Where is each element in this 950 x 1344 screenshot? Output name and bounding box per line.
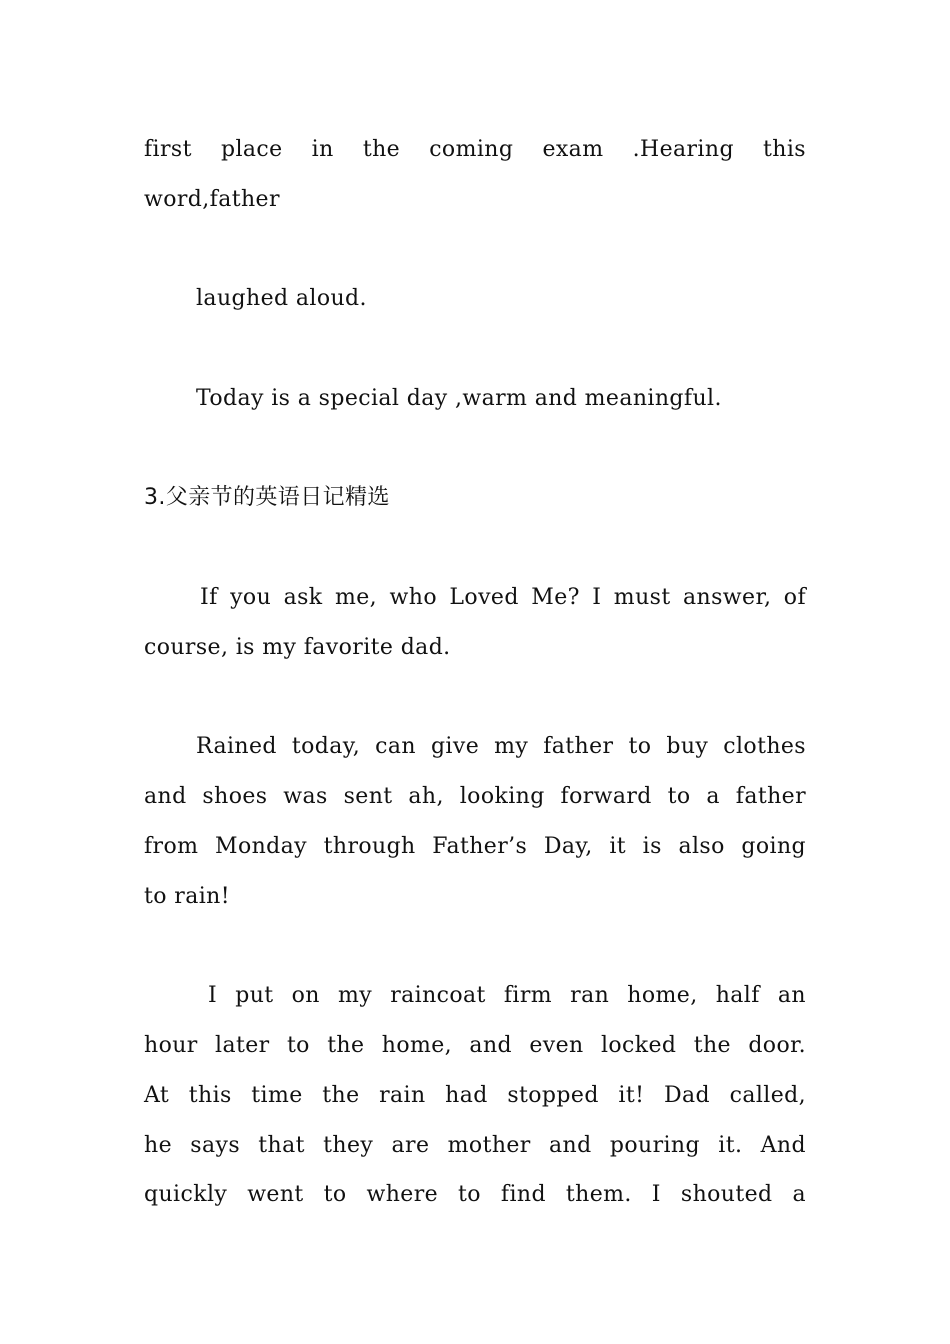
text-line: he says that they are mother and pouring it. And <box>144 1133 806 1158</box>
text-line: I put on my raincoat firm ran home, half an <box>208 983 806 1008</box>
text-line: to rain! <box>144 884 230 909</box>
text-line: course, is my favorite dad. <box>144 635 451 660</box>
text-line: word,father <box>144 187 280 212</box>
text-line: Rained today, can give my father to buy clothes <box>196 734 806 759</box>
text-line: from Monday through Father’s Day, it is also going <box>144 834 806 859</box>
text-line: hour later to the home, and even locked the door. <box>144 1033 806 1058</box>
section-heading: 3.父亲节的英语日记精选 <box>144 485 390 510</box>
text-line: laughed aloud. <box>196 286 367 311</box>
text-line: Today is a special day ,warm and meaningful. <box>196 386 722 411</box>
text-line: first place in the coming exam .Hearing this <box>144 137 806 162</box>
text-line: quickly went to where to find them. I shouted a <box>144 1182 806 1207</box>
text-line: At this time the rain had stopped it! Dad called, <box>144 1083 806 1108</box>
text-line: If you ask me, who Loved Me? I must answer, of <box>200 585 806 610</box>
text-line: and shoes was sent ah, looking forward to a father <box>144 784 806 809</box>
